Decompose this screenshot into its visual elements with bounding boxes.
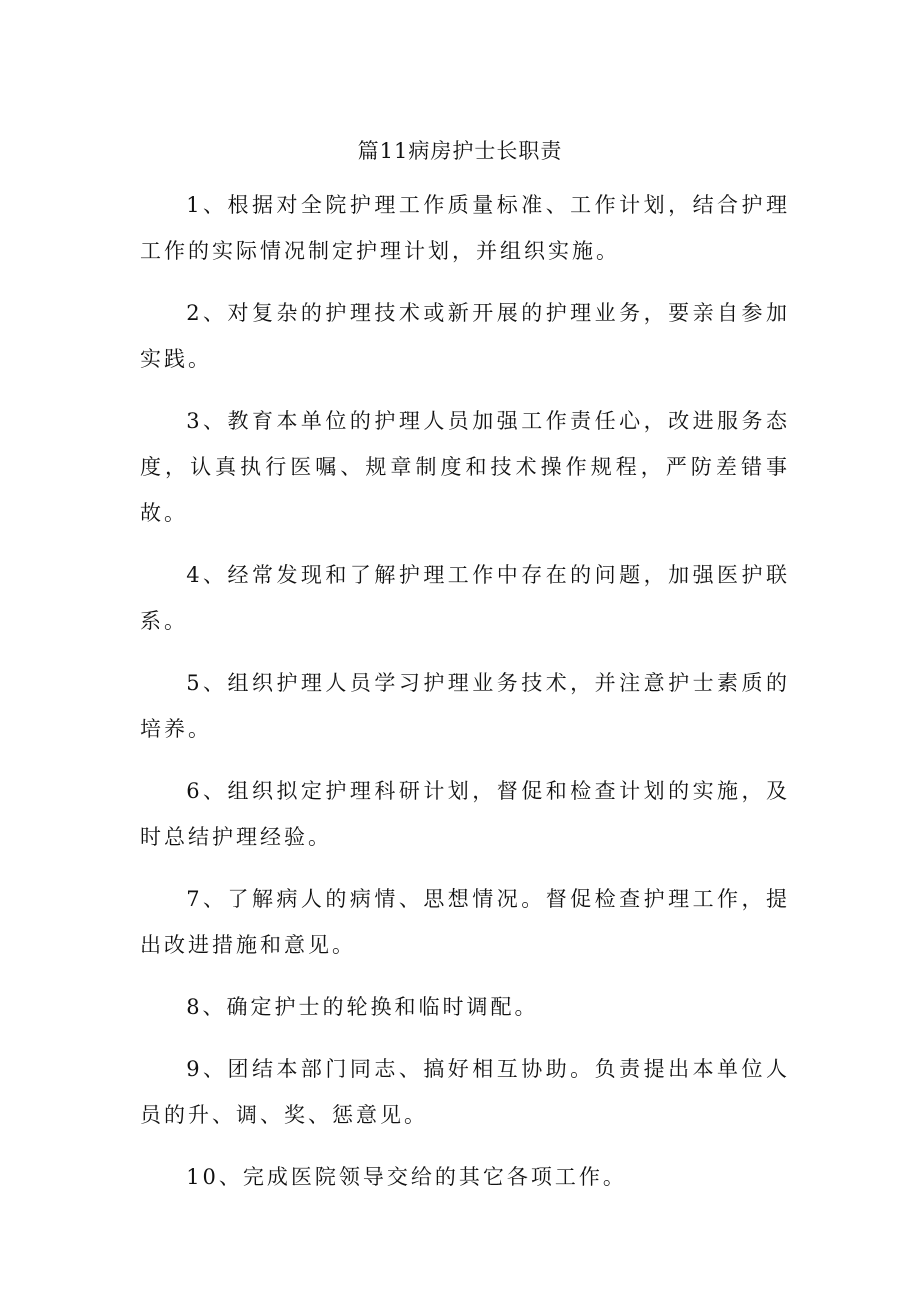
duty-paragraph-1: 1、根据对全院护理工作质量标准、工作计划，结合护理工作的实际情况制定护理计划，并组织实施。 bbox=[140, 193, 790, 263]
duty-paragraph-7: 7、了解病人的病情、思想情况。督促检查护理工作，提出改进措施和意见。 bbox=[140, 887, 790, 957]
document-title: 篇11病房护士长职责 bbox=[357, 139, 563, 163]
duty-paragraph-6: 6、组织拟定护理科研计划，督促和检查计划的实施，及时总结护理经验。 bbox=[140, 779, 790, 849]
duty-paragraph-5: 5、组织护理人员学习护理业务技术，并注意护士素质的培养。 bbox=[140, 671, 790, 741]
document-body bbox=[140, 182, 790, 1216]
duty-paragraph-10: 10、完成医院领导交给的其它各项工作。 bbox=[186, 1165, 627, 1189]
duty-paragraph-9: 9、团结本部门同志、搞好相互协助。负责提出本单位人员的升、调、奖、惩意见。 bbox=[140, 1057, 790, 1127]
duty-paragraph-8: 8、确定护士的轮换和临时调配。 bbox=[186, 995, 539, 1019]
duty-paragraph-2: 2、对复杂的护理技术或新开展的护理业务，要亲自参加实践。 bbox=[140, 301, 790, 371]
duty-paragraph-3: 3、教育本单位的护理人员加强工作责任心，改进服务态度，认真执行医嘱、规章制度和技术操作规程，严防差错事故。 bbox=[140, 409, 790, 525]
duty-paragraph-4: 4、经常发现和了解护理工作中存在的问题，加强医护联系。 bbox=[140, 563, 790, 633]
